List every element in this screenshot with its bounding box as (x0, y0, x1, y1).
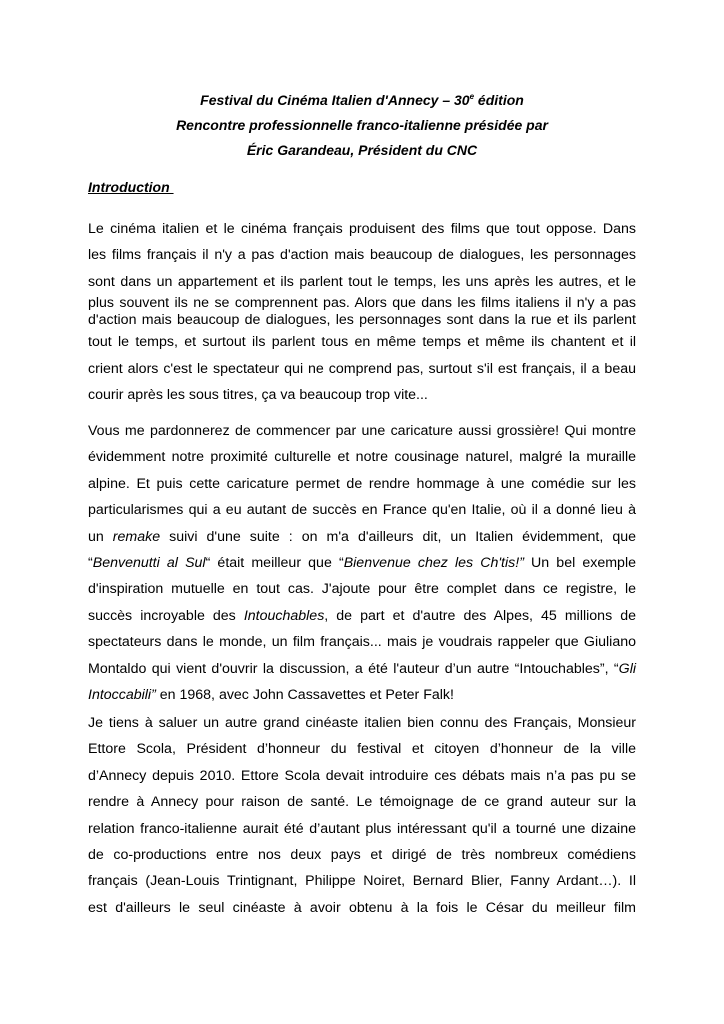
header-title-text: Festival du Cinéma Italien d'Annecy – 30 (200, 92, 470, 108)
paragraph-line: de co-productions entre nos deux pays et dirigé de très nombreux comédiens (88, 847, 636, 864)
paragraph-line: Ettore Scola, Président d’honneur du festival et citoyen d’honneur de la ville (88, 741, 636, 758)
paragraph-line: sont dans un appartement et ils parlent tout le temps, les uns après les autres, et le (88, 273, 636, 290)
paragraph-1 (88, 216, 636, 408)
paragraph-line: plus souvent ils ne se comprennent pas. Alors que dans les films italiens il n'y a pas (88, 295, 636, 312)
paragraph-line (88, 603, 636, 629)
paragraph-3 (88, 710, 636, 921)
text-run: “ était meilleur que “ (205, 555, 344, 572)
italic-film-title: Benvenutti al Sul (92, 555, 206, 572)
text-run: “ (88, 555, 93, 572)
header-title-line (88, 88, 636, 113)
paragraph-line: rendre à Annecy pour raison de santé. Le témoignage de ce grand auteur sur la (88, 794, 636, 811)
paragraph-line: particularismes qui a eu autant de succès en France qu'en Italie, où il a donné lieu à (88, 502, 636, 519)
paragraph-line (88, 656, 636, 682)
paragraph-line: relation franco-italienne aurait été d’autant plus intéressant qu'il a tourné une dizaine (88, 820, 636, 837)
paragraph-line: alpine. Et puis cette caricature permet de rendre hommage à une comédie sur les (88, 475, 636, 492)
paragraph-line: les films français il n'y a pas d'action mais beaucoup de dialogues, les personnages (88, 247, 636, 264)
header-president-line: Éric Garandeau, Président du CNC (246, 142, 478, 158)
paragraph-line: tout le temps, et surtout ils parlent tous en même temps et même ils chantent et il (88, 334, 636, 351)
italic-film-title: Bienvenue chez les Ch'tis!” (343, 555, 524, 572)
paragraph-line: Je tiens à saluer un autre grand cinéaste italien bien connu des Français, Monsieur (88, 715, 636, 731)
document-header (88, 88, 636, 163)
paragraph-line: spectateurs dans le monde, un film français... mais je voudrais rappeler que Giuliano (88, 634, 636, 651)
paragraph-line: Vous me pardonnerez de commencer par une caricature aussi grossière! Qui montre (88, 423, 636, 439)
paragraph-line: courir après les sous titres, ça va beaucoup trop vite... (88, 387, 428, 404)
paragraph-line: d'inspiration mutuelle en tout cas. J'ajoute pour être complet dans ce registre, le (88, 581, 636, 598)
paragraph-line: d'action mais beaucoup de dialogues, les personnages sont dans la rue et ils parlent (88, 312, 636, 329)
section-title-introduction: Introduction (88, 179, 174, 195)
paragraph-line (88, 550, 636, 576)
header-subtitle-line: Rencontre professionnelle franco-italienne présidée par (176, 117, 548, 133)
text-run: en 1968, avec John Cassavettes et Peter Falk! (155, 687, 454, 704)
paragraph-line: d’Annecy depuis 2010. Ettore Scola devait introduire ces débats mais n’a pas pu se (88, 767, 636, 784)
text-run: , de part et d'autre des Alpes, 45 millions de (324, 607, 636, 624)
paragraph-2 (88, 418, 636, 708)
text-run: un (88, 528, 113, 545)
paragraph-line: est d'ailleurs le seul cinéaste à avoir obtenu à la fois le César du meilleur film (88, 899, 636, 916)
paragraph-line: crient alors c'est le spectateur qui ne comprend pas, surtout s'il est français, il a beau (88, 360, 636, 377)
paragraph-line: français (Jean-Louis Trintignant, Philippe Noiret, Bernard Blier, Fanny Ardant…). Il (88, 873, 636, 890)
paragraph-line: évidemment notre proximité culturelle et notre cousinage naturel, malgré la muraille (88, 449, 636, 466)
italic-text-run: remake (112, 528, 161, 545)
edition-superscript: e (469, 92, 475, 101)
text-run: Montaldo qui vient d'ouvrir la discussion, a été l'auteur d’un autre “Intouchables”, “ (88, 660, 619, 677)
italic-film-title: Gli (618, 660, 636, 677)
paragraph-line (88, 524, 636, 550)
paragraph-line: Le cinéma italien et le cinéma français produisent des films que tout oppose. Dans (88, 221, 636, 237)
paragraph-line (88, 682, 636, 708)
italic-film-title: Intoccabili” (88, 687, 156, 704)
text-run: Un bel exemple (523, 555, 636, 572)
header-title-edition: édition (474, 92, 524, 108)
italic-film-title: Intouchables (243, 607, 325, 624)
text-run: suivi d'une suite : on m'a d'ailleurs dit, un Italien évidemment, que (160, 528, 636, 545)
text-run: succès incroyable des (88, 607, 244, 624)
